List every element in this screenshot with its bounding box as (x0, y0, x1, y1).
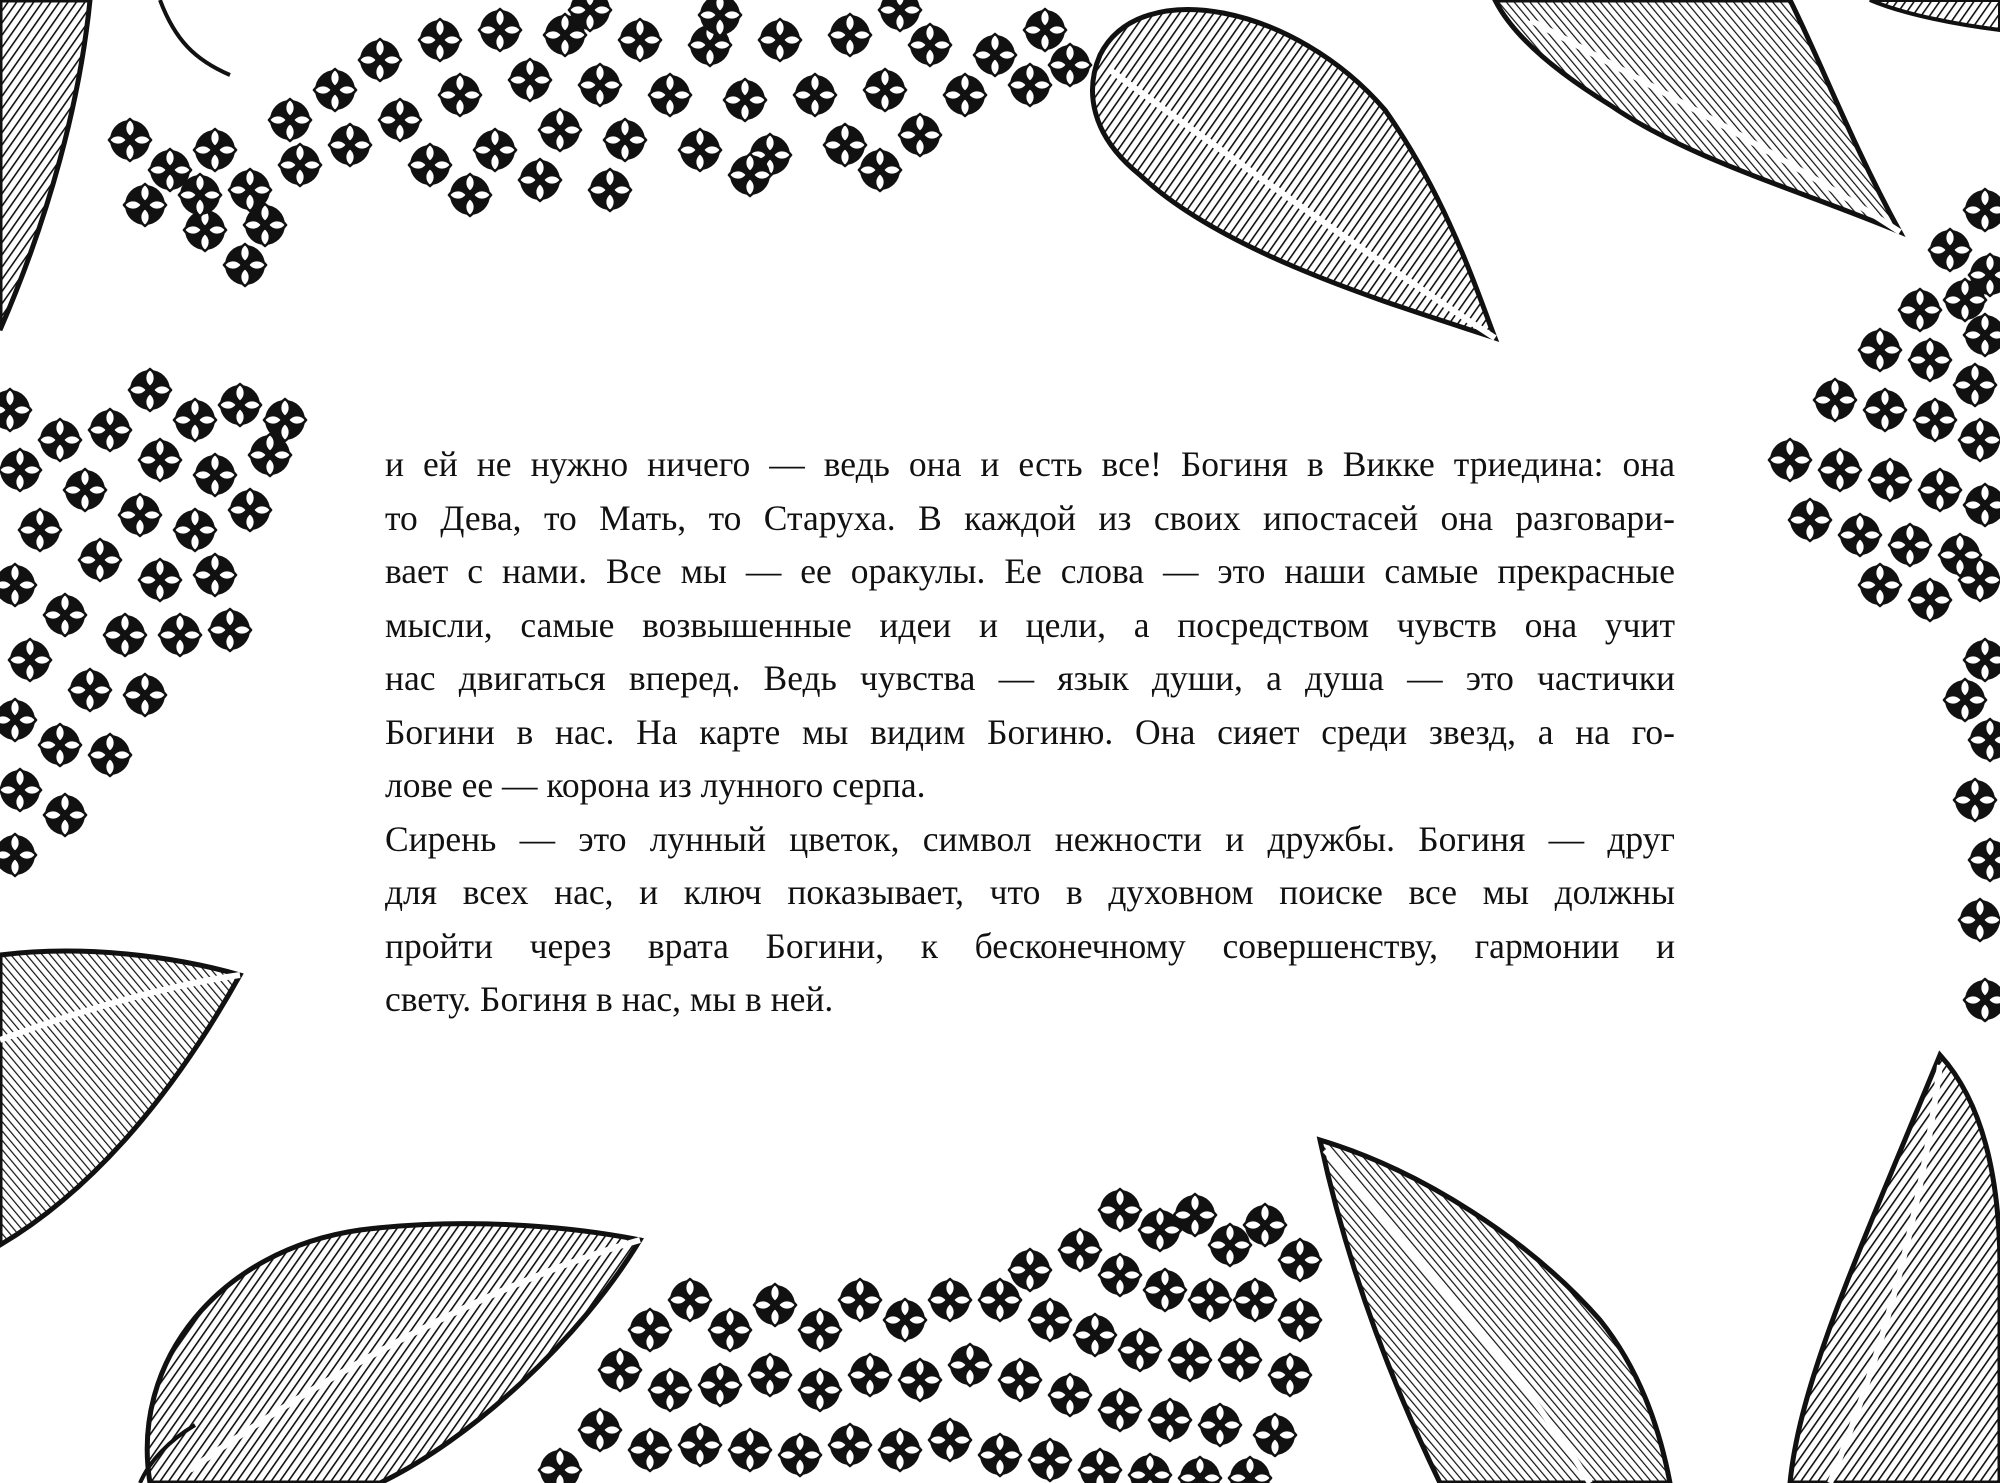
text-line: свету. Богиня в нас, мы в ней. (385, 979, 834, 1019)
text-line: лове ее — корона из лунного серпа. (385, 765, 926, 805)
lilac-cluster-right (1769, 189, 2000, 1021)
lilac-cluster-top (109, 0, 1091, 286)
text-line: мысли, самые возвышенные идеи и цели, а посредством чувств она учит (385, 604, 1675, 645)
leaf-top-left (0, 0, 90, 330)
text-line: пройти через врата Богини, к бесконечному совершенству, гармонии и (385, 925, 1675, 966)
leaf-bottom-center-right (1320, 1140, 1670, 1483)
body-text (385, 438, 1675, 1027)
text-line: то Дева, то Мать, то Старуха. В каждой из своих ипостасей она разговари- (385, 497, 1675, 538)
lilac-cluster-bottom (539, 1189, 1321, 1483)
leaf-bottom-left (147, 1224, 640, 1483)
leaf-left-lower (0, 951, 240, 1245)
text-line: Сирень — это лунный цветок, символ нежности и дружбы. Богиня — друг (385, 818, 1675, 859)
text-line: и ей не нужно ничего — ведь она и есть все! Богиня в Викке триедина: она (385, 444, 1675, 484)
leaf-top-right-corner (1870, 0, 2000, 30)
leaf-bottom-right (1790, 1055, 2000, 1483)
text-line: нас двигаться вперед. Ведь чувства — язык души, а душа — это частички (385, 658, 1675, 698)
leaf-top-center (1093, 10, 1495, 338)
text-line: Богини в нас. На карте мы видим Богиню. Она сияет среди звезд, а на го- (385, 711, 1675, 752)
leaf-top-right (1495, 0, 1900, 232)
text-line: для всех нас, и ключ показывает, что в духовном поиске все мы должны (385, 872, 1675, 912)
lilac-cluster-left (0, 369, 306, 876)
text-line: вает с нами. Все мы — ее оракулы. Ее слова — это наши самые прекрасные (385, 551, 1675, 591)
